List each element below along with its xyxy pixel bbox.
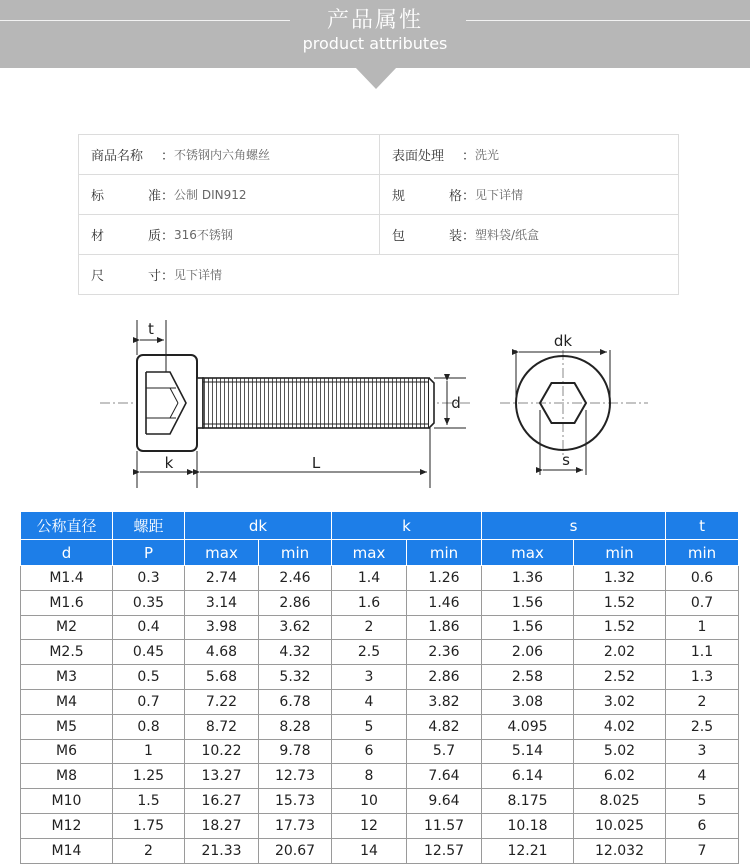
table-cell: 6.14 [482, 764, 574, 789]
attr-cell: 包 装 ： 塑料袋/纸盒 [380, 215, 679, 255]
table-cell: M2.5 [21, 640, 113, 665]
spec-header-row [21, 512, 739, 540]
attr-row [79, 255, 679, 295]
attr-cell: 材 质 ： 316不锈钢 [79, 215, 380, 255]
screw-spec-table [20, 511, 739, 864]
table-cell: 16.27 [185, 789, 259, 814]
screw-dimension-diagram [0, 310, 750, 500]
table-cell: 4 [332, 689, 407, 714]
attr-value: 316不锈钢 [174, 228, 233, 242]
spec-table-body [21, 566, 739, 864]
table-cell: 2 [332, 615, 407, 640]
table-cell: 1.46 [407, 590, 482, 615]
header-p: P [113, 540, 185, 566]
table-cell: 4.82 [407, 714, 482, 739]
table-cell: M12 [21, 813, 113, 838]
table-cell: 1.56 [482, 615, 574, 640]
attr-value: 见下详情 [174, 268, 223, 282]
table-cell: 3.98 [185, 615, 259, 640]
attr-key: 标 准 [91, 189, 161, 204]
table-cell: M1.6 [21, 590, 113, 615]
table-cell: 1 [666, 615, 739, 640]
table-cell: M2 [21, 615, 113, 640]
table-cell: 5.14 [482, 739, 574, 764]
table-cell: 3.08 [482, 689, 574, 714]
table-cell: 11.57 [407, 813, 482, 838]
table-cell: 2.06 [482, 640, 574, 665]
header-k-max: max [332, 540, 407, 566]
table-cell: 2.74 [185, 566, 259, 591]
table-cell: 2.5 [666, 714, 739, 739]
table-cell: 2.86 [407, 665, 482, 690]
table-cell: 3 [332, 665, 407, 690]
attr-cell: 标 准 ： 公制 DIN912 [79, 175, 380, 215]
table-cell: 0.5 [113, 665, 185, 690]
table-cell: 4.02 [574, 714, 666, 739]
header-dk-max: max [185, 540, 259, 566]
table-cell: 0.35 [113, 590, 185, 615]
table-cell: M1.4 [21, 566, 113, 591]
table-row [21, 566, 739, 591]
table-cell: 20.67 [259, 838, 332, 863]
attr-value: 公制 DIN912 [174, 188, 247, 202]
table-cell: 8 [332, 764, 407, 789]
table-row [21, 764, 739, 789]
dimension-label-dk: dk [553, 332, 573, 350]
attr-cell: 规 格 ： 见下详情 [380, 175, 679, 215]
table-cell: M3 [21, 665, 113, 690]
table-cell: 1.26 [407, 566, 482, 591]
table-cell: 0.45 [113, 640, 185, 665]
table-cell: 8.72 [185, 714, 259, 739]
attr-key: 规 格 [392, 189, 462, 204]
header-pitch: 螺距 [113, 512, 185, 540]
table-cell: 1.56 [482, 590, 574, 615]
table-cell: 0.7 [113, 689, 185, 714]
header-t: t [666, 512, 739, 540]
attr-value: 洗光 [475, 148, 500, 162]
table-cell: 1.6 [332, 590, 407, 615]
table-cell: 1.1 [666, 640, 739, 665]
header-k: k [332, 512, 482, 540]
table-cell: 7.64 [407, 764, 482, 789]
attr-cell: 商品名称 ： 不锈钢内六角螺丝 [79, 135, 380, 175]
table-cell: 1.86 [407, 615, 482, 640]
header-nominal-diameter: 公称直径 [21, 512, 113, 540]
header-pointer-arrow [355, 67, 397, 89]
table-cell: 5.7 [407, 739, 482, 764]
table-cell: 5.32 [259, 665, 332, 690]
table-cell: 4.68 [185, 640, 259, 665]
table-cell: 6 [332, 739, 407, 764]
attr-key: 表面处理 [392, 149, 445, 164]
table-cell: 3.02 [574, 689, 666, 714]
table-cell: 3.62 [259, 615, 332, 640]
table-cell: M5 [21, 714, 113, 739]
table-cell: M6 [21, 739, 113, 764]
table-row [21, 615, 739, 640]
table-cell: 12.21 [482, 838, 574, 863]
table-cell: 5 [332, 714, 407, 739]
table-cell: 9.64 [407, 789, 482, 814]
product-attributes-table [78, 134, 679, 295]
table-row [21, 789, 739, 814]
attr-cell: 尺 寸 ： 见下详情 [79, 255, 679, 295]
table-cell: 4 [666, 764, 739, 789]
table-cell: 1.25 [113, 764, 185, 789]
table-cell: 2.46 [259, 566, 332, 591]
table-cell: 12.73 [259, 764, 332, 789]
table-cell: 13.27 [185, 764, 259, 789]
attr-row [79, 175, 679, 215]
table-cell: 1.75 [113, 813, 185, 838]
header-k-min: min [407, 540, 482, 566]
table-row [21, 838, 739, 863]
table-cell: 0.7 [666, 590, 739, 615]
table-cell: 8.025 [574, 789, 666, 814]
table-cell: 3.82 [407, 689, 482, 714]
table-cell: 2.02 [574, 640, 666, 665]
screw-head-top-view [500, 350, 648, 456]
attr-key: 包 装 [392, 229, 462, 244]
table-cell: 6.78 [259, 689, 332, 714]
attr-value: 见下详情 [475, 188, 524, 202]
attr-key: 尺 寸 [91, 269, 161, 284]
header-s-max: max [482, 540, 574, 566]
header-d: d [21, 540, 113, 566]
table-cell: 12.032 [574, 838, 666, 863]
table-row [21, 590, 739, 615]
table-cell: 0.6 [666, 566, 739, 591]
table-row [21, 640, 739, 665]
table-cell: 7 [666, 838, 739, 863]
table-cell: 21.33 [185, 838, 259, 863]
table-row [21, 739, 739, 764]
table-cell: 1.32 [574, 566, 666, 591]
table-cell: 4.095 [482, 714, 574, 739]
dimension-label-k: k [164, 454, 174, 472]
header-t-min: min [666, 540, 739, 566]
table-cell: 10.22 [185, 739, 259, 764]
table-cell: 6 [666, 813, 739, 838]
attr-cell: 表面处理 ： 洗光 [380, 135, 679, 175]
attr-key: 商品名称 [91, 149, 144, 164]
attr-value: 不锈钢内六角螺丝 [174, 148, 271, 162]
screw-shank [197, 378, 434, 428]
section-subtitle: product attributes [302, 34, 448, 53]
dimension-label-t: t [148, 320, 154, 338]
table-cell: 0.3 [113, 566, 185, 591]
table-cell: 12.57 [407, 838, 482, 863]
table-cell: M14 [21, 838, 113, 863]
table-cell: 7.22 [185, 689, 259, 714]
table-cell: 1.3 [666, 665, 739, 690]
dimension-label-s: s [562, 451, 570, 469]
table-cell: 5.68 [185, 665, 259, 690]
table-cell: 3.14 [185, 590, 259, 615]
screw-head [137, 355, 197, 451]
table-cell: 2.5 [332, 640, 407, 665]
table-row [21, 665, 739, 690]
attr-key: 材 质 [91, 229, 161, 244]
table-cell: 2 [666, 689, 739, 714]
table-cell: 1 [113, 739, 185, 764]
dimension-label-d: d [451, 394, 461, 412]
table-row [21, 813, 739, 838]
attr-row [79, 215, 679, 255]
table-cell: 4.32 [259, 640, 332, 665]
table-cell: M8 [21, 764, 113, 789]
table-row [21, 714, 739, 739]
header-s: s [482, 512, 666, 540]
table-cell: 14 [332, 838, 407, 863]
attr-value: 塑料袋/纸盒 [475, 228, 540, 242]
table-cell: 8.175 [482, 789, 574, 814]
header-dk-min: min [259, 540, 332, 566]
table-cell: 5 [666, 789, 739, 814]
table-cell: 1.4 [332, 566, 407, 591]
table-cell: 10.18 [482, 813, 574, 838]
table-cell: M4 [21, 689, 113, 714]
table-cell: 5.02 [574, 739, 666, 764]
table-cell: 2 [113, 838, 185, 863]
section-title: 产品属性 [326, 8, 423, 33]
table-cell: 2.36 [407, 640, 482, 665]
table-cell: 1.36 [482, 566, 574, 591]
table-cell: 2.58 [482, 665, 574, 690]
table-cell: 17.73 [259, 813, 332, 838]
section-header-banner [0, 0, 750, 68]
table-cell: 2.86 [259, 590, 332, 615]
table-cell: 1.52 [574, 590, 666, 615]
table-cell: 10 [332, 789, 407, 814]
table-cell: 18.27 [185, 813, 259, 838]
header-s-min: min [574, 540, 666, 566]
table-cell: 6.02 [574, 764, 666, 789]
header-dk: dk [185, 512, 332, 540]
table-cell: 3 [666, 739, 739, 764]
table-cell: 12 [332, 813, 407, 838]
table-row [21, 689, 739, 714]
spec-subheader-row [21, 540, 739, 566]
table-cell: 8.28 [259, 714, 332, 739]
table-cell: 15.73 [259, 789, 332, 814]
dimension-label-L: L [311, 454, 321, 472]
table-cell: 0.8 [113, 714, 185, 739]
table-cell: 0.4 [113, 615, 185, 640]
table-cell: 9.78 [259, 739, 332, 764]
table-cell: 10.025 [574, 813, 666, 838]
table-cell: 2.52 [574, 665, 666, 690]
table-cell: M10 [21, 789, 113, 814]
table-cell: 1.52 [574, 615, 666, 640]
table-cell: 1.5 [113, 789, 185, 814]
attr-row [79, 135, 679, 175]
